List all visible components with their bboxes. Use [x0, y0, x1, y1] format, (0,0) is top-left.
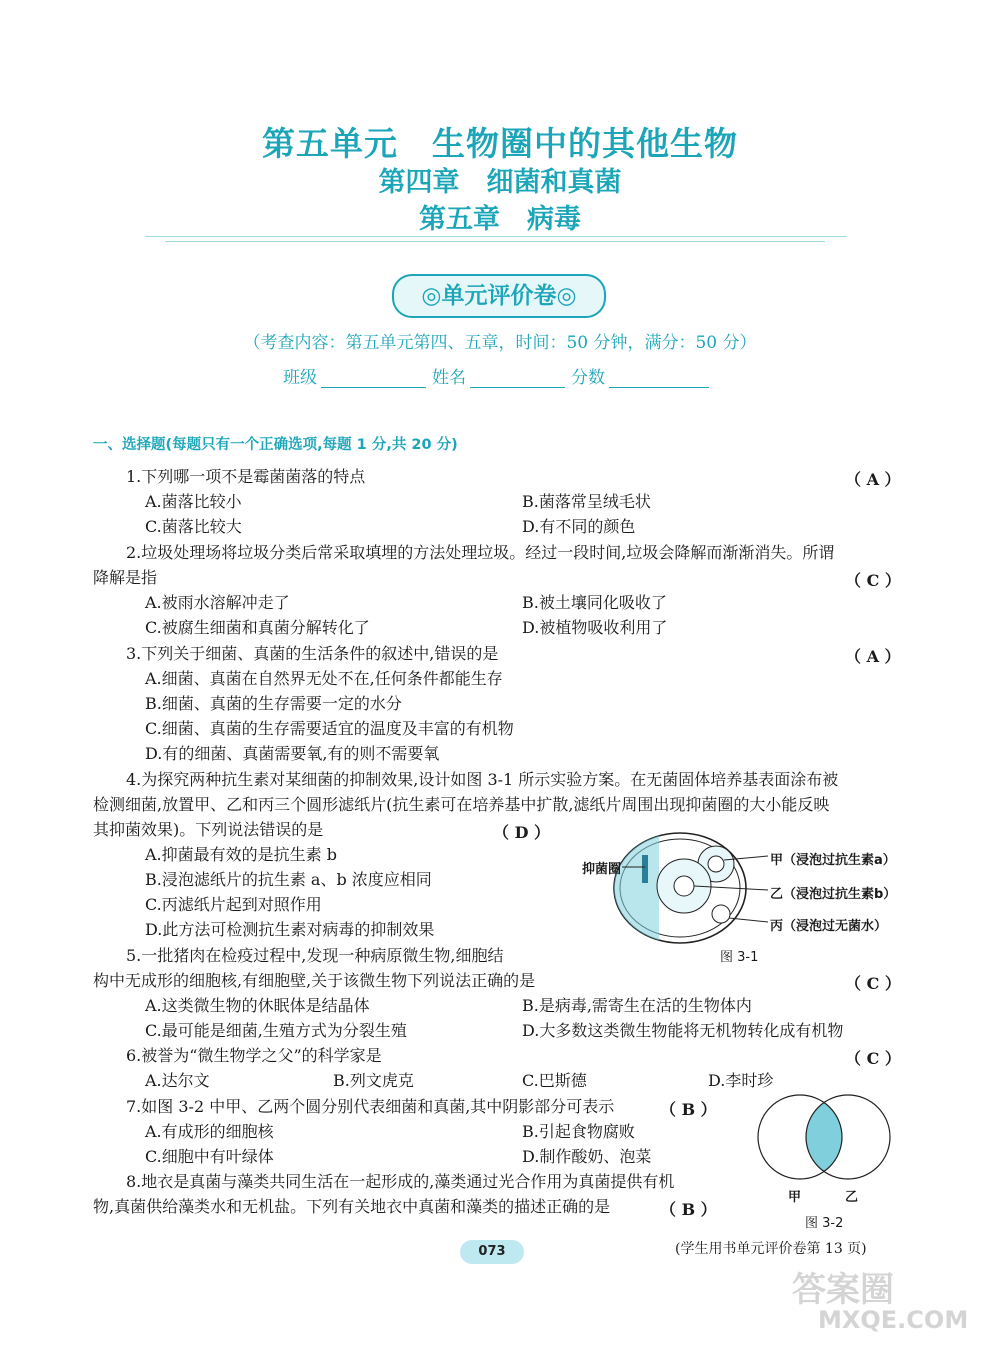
q7-option-b: B.引起食物腐败 [522, 1122, 635, 1141]
q2-option-c: C.被腐生细菌和真菌分解转化了 [145, 618, 370, 637]
q2-option-d: D.被植物吸收利用了 [522, 618, 668, 637]
q3-stem: 3.下列关于细菌、真菌的生活条件的叙述中,错误的是 [126, 644, 499, 663]
q6-stem: 6.被誉为“微生物学之父”的科学家是 [126, 1046, 382, 1065]
fig1-halo-label: 抑菌圈 [582, 862, 622, 877]
disc-jia [708, 856, 724, 872]
q5-stem-line2: 构中无成形的细胞核,有细胞壁,关于该微生物下列说法正确的是 [93, 971, 536, 990]
q4-option-d: D.此方法可检测抗生素对病毒的抑制效果 [145, 920, 435, 939]
header-divider-2 [165, 241, 825, 242]
fig1-label-jia: 甲（浸泡过抗生素a） [770, 853, 896, 868]
watermark-logo: 答案圈 [792, 1270, 894, 1310]
watermark-url: MXQE.COM [818, 1306, 969, 1334]
disc-bing [712, 905, 730, 923]
q4-option-b: B.浸泡滤纸片的抗生素 a、b 浓度应相同 [145, 870, 432, 889]
q2-option-b: B.被土壤同化吸收了 [522, 593, 667, 612]
chapter-4-title: 第四章 细菌和真菌 [378, 167, 622, 198]
q3-option-b: B.细菌、真菌的生存需要一定的水分 [145, 694, 402, 713]
q2-answer: （ C ） [845, 571, 901, 590]
q5-answer: （ C ） [845, 974, 901, 993]
fig1-halo-mark [642, 855, 648, 883]
unit-test-badge: ◎单元评价卷◎ [392, 274, 606, 318]
name-blank [470, 369, 565, 388]
q6-option-b: B.列文虎克 [333, 1071, 414, 1090]
q1-stem: 1.下列哪一项不是霉菌菌落的特点 [126, 467, 366, 486]
q1-option-c: C.菌落比较大 [145, 517, 242, 536]
unit-title: 第五单元 生物圈中的其他生物 [262, 124, 738, 163]
q6-answer: （ C ） [845, 1049, 901, 1068]
q1-option-a: A.菌落比较小 [145, 492, 242, 511]
chapter-5-title: 第五章 病毒 [419, 204, 581, 235]
q6-option-c: C.巴斯德 [522, 1071, 587, 1090]
q3-option-a: A.细菌、真菌在自然界无处不在,任何条件都能生存 [145, 669, 503, 688]
disc-yi [674, 876, 694, 896]
q7-option-d: D.制作酸奶、泡菜 [522, 1147, 652, 1166]
fig1-label-bing: 丙（浸泡过无菌水） [770, 919, 888, 934]
q5-option-b: B.是病毒,需寄生在活的生物体内 [522, 996, 752, 1015]
q3-answer: （ A ） [845, 647, 901, 666]
q8-stem-line1: 8.地衣是真菌与藻类共同生活在一起形成的,藻类通过光合作用为真菌提供有机 [126, 1172, 675, 1191]
q2-stem-line1: 2.垃圾处理场将垃圾分类后常采取填埋的方法处理垃圾。经过一段时间,垃圾会降解而渐渐消失。所谓 [126, 543, 835, 562]
q4-option-a: A.抑菌最有效的是抗生素 b [145, 845, 337, 864]
q2-option-a: A.被雨水溶解冲走了 [145, 593, 290, 612]
page-number: 073 [460, 1240, 524, 1264]
fig2-caption: 图 3-2 [805, 1216, 844, 1231]
q5-option-d: D.大多数这类微生物能将无机物转化成有机物 [522, 1021, 844, 1040]
q8-stem-line2: 物,真菌供给藻类水和无机盐。下列有关地衣中真菌和藻类的描述正确的是 [93, 1197, 611, 1216]
fig1-label-yi: 乙（浸泡过抗生素b） [770, 887, 897, 902]
q3-option-c: C.细菌、真菌的生存需要适宜的温度及丰富的有机物 [145, 719, 514, 738]
page-note: (学生用书单元评价卷第 13 页) [675, 1241, 867, 1257]
fig1-shading [614, 830, 659, 946]
q6-option-d: D.李时珍 [708, 1071, 774, 1090]
fig1-caption: 图 3-1 [720, 950, 759, 965]
q2-stem-line2: 降解是指 [93, 568, 158, 587]
q5-option-a: A.这类微生物的休眠体是结晶体 [145, 996, 370, 1015]
header-divider [145, 236, 847, 237]
q4-stem-line3: 其抑菌效果)。下列说法错误的是 [93, 820, 324, 839]
fig2-label-jia: 甲 [788, 1190, 802, 1205]
q7-option-c: C.细胞中有叶绿体 [145, 1147, 274, 1166]
q5-option-c: C.最可能是细菌,生殖方式为分裂生殖 [145, 1021, 407, 1040]
q6-option-a: A.达尔文 [145, 1071, 210, 1090]
score-label: 分数 [571, 368, 605, 388]
fig2-label-yi: 乙 [845, 1190, 859, 1205]
q4-stem-line2: 检测细菌,放置甲、乙和丙三个圆形滤纸片(抗生素可在培养基中扩散,滤纸片周围出现抑菌圈的大小能反映 [93, 795, 830, 814]
q3-option-d: D.有的细菌、真菌需要氧,有的则不需要氧 [145, 744, 440, 763]
q8-answer: （ B ） [660, 1200, 717, 1219]
score-blank [609, 369, 709, 388]
q7-option-a: A.有成形的细胞核 [145, 1122, 274, 1141]
q4-answer: （ D ） [493, 823, 551, 842]
class-blank [321, 369, 426, 388]
q4-stem-line1: 4.为探究两种抗生素对某细菌的抑制效果,设计如图 3-1 所示实验方案。在无菌固体培养基表面涂布被 [126, 770, 839, 789]
section-title: 一、选择题(每题只有一个正确选项,每题 1 分,共 20 分) [93, 437, 458, 453]
q7-answer: （ B ） [660, 1100, 717, 1119]
q1-option-b: B.菌落常呈绒毛状 [522, 492, 651, 511]
q1-option-d: D.有不同的颜色 [522, 517, 636, 536]
q4-option-c: C.丙滤纸片起到对照作用 [145, 895, 322, 914]
figure-3-2 [748, 1094, 908, 1184]
bing-leader-line [729, 918, 768, 922]
q1-answer: （ A ） [845, 470, 901, 489]
class-label: 班级 [283, 368, 317, 388]
exam-info: （考查内容：第五单元第四、五章，时间：50 分钟，满分：50 分） [243, 333, 757, 353]
q5-stem-line1: 5.一批猪肉在检疫过程中,发现一种病原微生物,细胞结 [126, 946, 504, 965]
name-label: 姓名 [432, 368, 466, 388]
q7-stem: 7.如图 3-2 中甲、乙两个圆分别代表细菌和真菌,其中阴影部分可表示 [126, 1097, 615, 1116]
student-fields [283, 363, 715, 388]
